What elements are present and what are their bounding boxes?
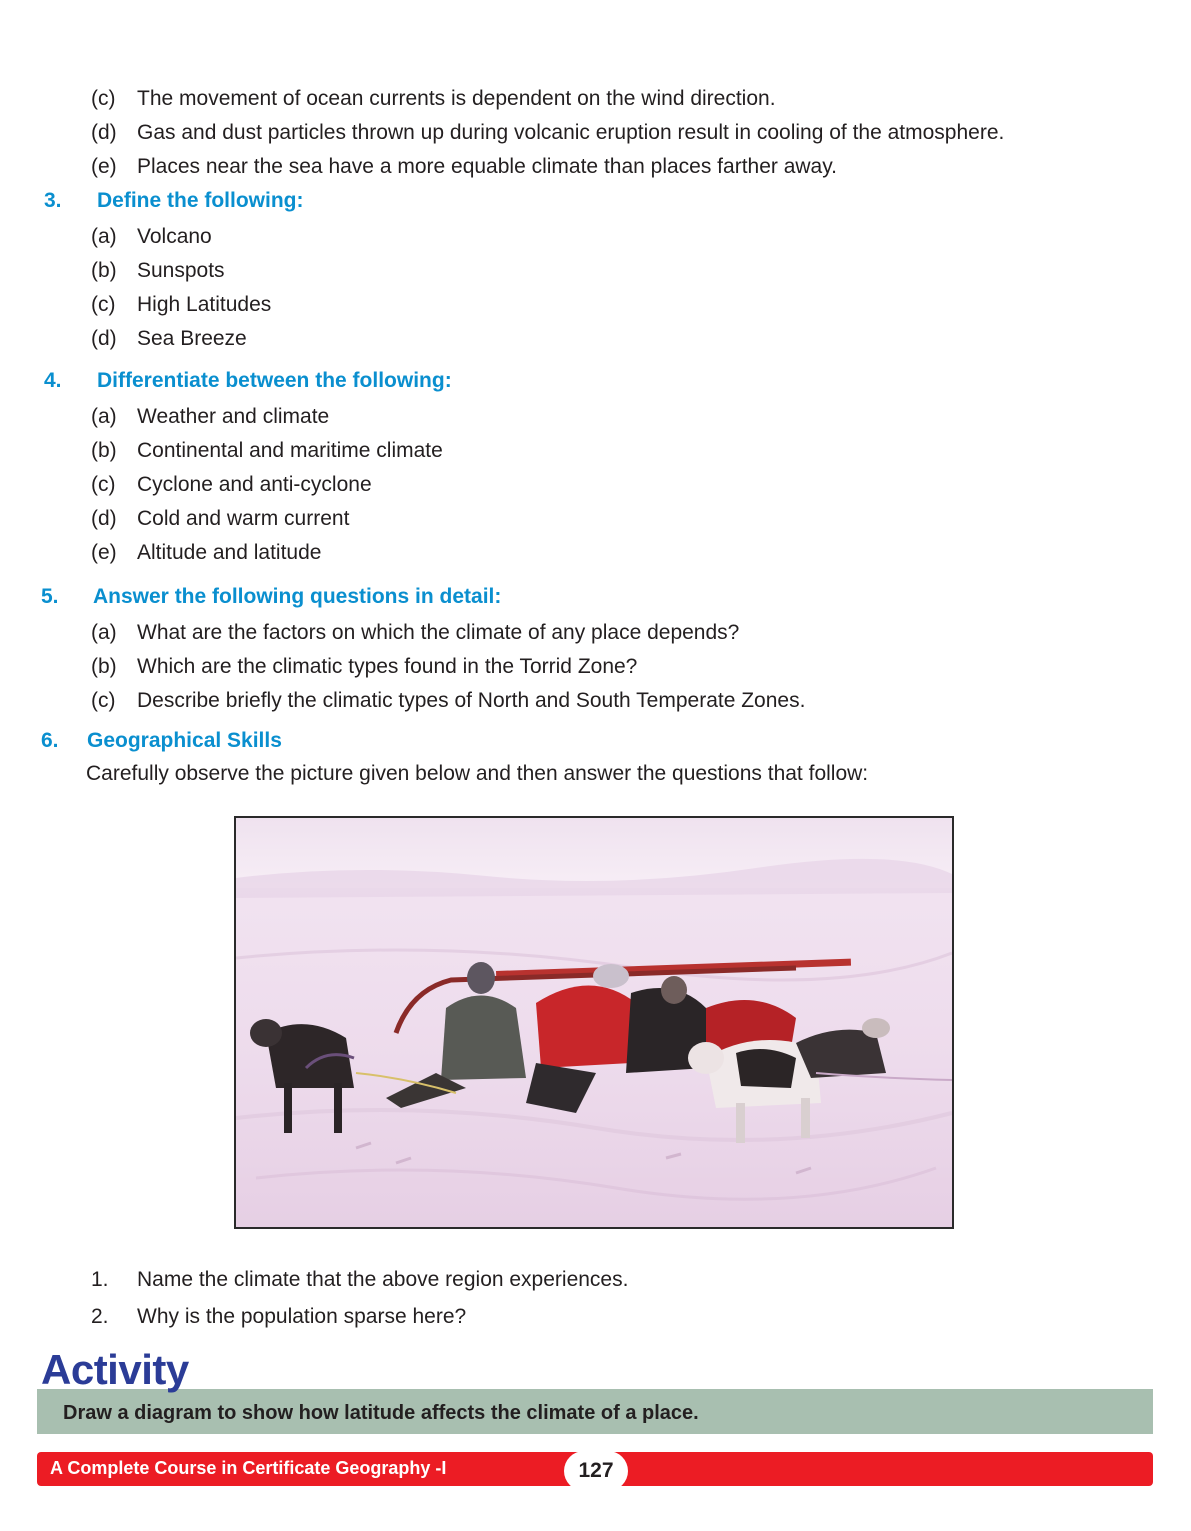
page-number: 127 [564,1451,628,1491]
item-label: (e) [91,155,117,178]
question-heading: Geographical Skills [87,729,282,752]
item-label: (a) [91,621,117,644]
item-text: Cold and warm current [137,507,350,530]
item-label: (c) [91,293,116,316]
question-number: 4. [44,369,62,392]
item-label: (e) [91,541,117,564]
item-label: (b) [91,259,117,282]
item-label: (d) [91,327,117,350]
item-text: Continental and maritime climate [137,439,443,462]
question-number: 3. [44,189,62,212]
item-text: What are the factors on which the climate of any place depends? [137,621,740,644]
item-label: (c) [91,473,116,496]
item-label: (b) [91,439,117,462]
item-text: Weather and climate [137,405,330,428]
item-label: (a) [91,225,117,248]
item-text: Sunspots [137,259,225,282]
snow-sled-photo [234,816,954,1229]
item-text: Sea Breeze [137,327,247,350]
item-text: The movement of ocean currents is dependent on the wind direction. [137,87,776,110]
item-text: High Latitudes [137,293,272,316]
item-text: Altitude and latitude [137,541,322,564]
item-text: Why is the population sparse here? [137,1305,467,1328]
item-text: Volcano [137,225,212,248]
item-text: Gas and dust particles thrown up during volcanic eruption result in cooling of the atmosphere. [137,121,1005,144]
item-text: Which are the climatic types found in the Torrid Zone? [137,655,638,678]
item-text: Cyclone and anti-cyclone [137,473,372,496]
item-label: 2. [91,1305,109,1328]
activity-title: Activity [41,1346,189,1393]
item-text: Places near the sea have a more equable climate than places farther away. [137,155,838,178]
item-label: (d) [91,121,117,144]
item-label: (d) [91,507,117,530]
question-heading: Answer the following questions in detail: [93,585,502,608]
item-text: Describe briefly the climatic types of North and South Temperate Zones. [137,689,806,712]
instruction-text: Carefully observe the picture given below and then answer the questions that follow: [86,762,869,785]
question-number: 6. [41,729,59,752]
activity-text: Draw a diagram to show how latitude affects the climate of a place. [63,1402,699,1424]
question-number: 5. [41,585,59,608]
item-label: (b) [91,655,117,678]
question-heading: Define the following: [97,189,304,212]
item-label: (c) [91,689,116,712]
item-label: 1. [91,1268,109,1291]
question-heading: Differentiate between the following: [97,369,452,392]
footer-book-title: A Complete Course in Certificate Geography -I [50,1458,447,1478]
item-text: Name the climate that the above region experiences. [137,1268,629,1291]
item-label: (c) [91,87,116,110]
item-label: (a) [91,405,117,428]
